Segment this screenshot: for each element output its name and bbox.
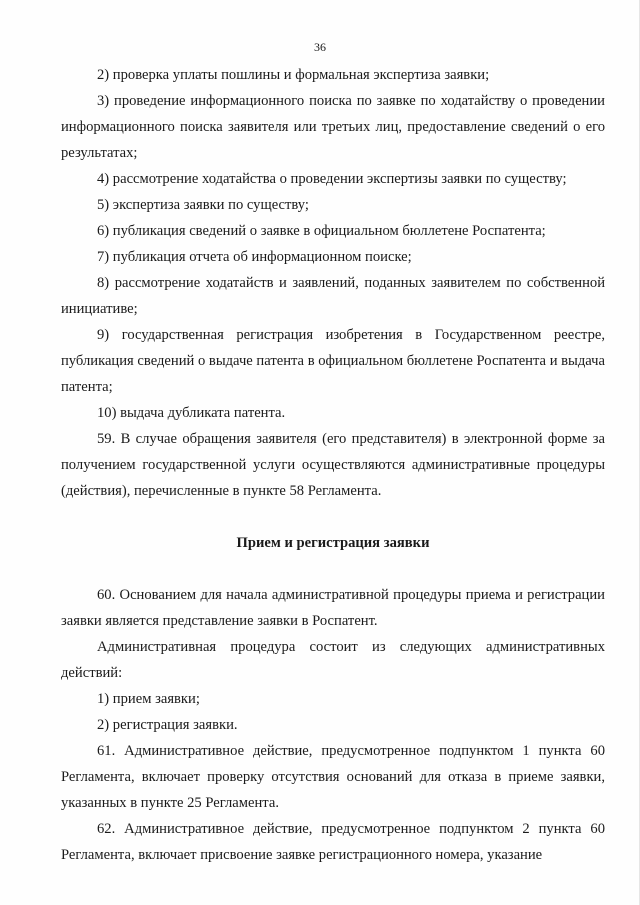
list-item: 2) проверка уплаты пошлины и формальная экспертиза заявки; bbox=[97, 67, 490, 83]
page-number: 36 bbox=[314, 40, 326, 54]
section-heading: Прием и регистрация заявки bbox=[236, 535, 430, 551]
paragraph-60: 60. Основанием для начала административной процедуры приема и регистрации заявки является представление заявки в Роспатент. bbox=[61, 587, 605, 629]
list-item: 2) регистрация заявки. bbox=[97, 717, 238, 733]
list-item: 9) государственная регистрация изобретения в Государственном реестре, публикация сведений о выдаче патента в официальном бюллетене Роспатента и выдача патента; bbox=[61, 327, 605, 395]
paragraph: Административная процедура состоит из следующих административных действий: bbox=[61, 639, 605, 681]
list-item: 4) рассмотрение ходатайства о проведении экспертизы заявки по существу; bbox=[97, 171, 567, 187]
list-item: 3) проведение информационного поиска по заявке по ходатайству о проведении информационного поиска заявителя или третьих лиц, предоставление сведений о его результатах; bbox=[61, 93, 605, 161]
list-item: 8) рассмотрение ходатайств и заявлений, поданных заявителем по собственной инициативе; bbox=[61, 275, 605, 317]
list-item: 1) прием заявки; bbox=[97, 691, 200, 707]
paragraph-59: 59. В случае обращения заявителя (его представителя) в электронной форме за получением государственной услуги осуществляются административные процедуры (действия), перечисленные в пункте 58 Регламента. bbox=[61, 431, 605, 499]
paragraph-62: 62. Административное действие, предусмотренное подпунктом 2 пункта 60 Регламента, включает присвоение заявке регистрационного номера, указание bbox=[61, 821, 605, 863]
paragraph-61: 61. Административное действие, предусмотренное подпунктом 1 пункта 60 Регламента, включает проверку отсутствия оснований для отказа в приеме заявки, указанных в пункте 25 Регламента. bbox=[61, 743, 605, 811]
list-item: 7) публикация отчета об информационном поиске; bbox=[97, 249, 412, 265]
list-item: 5) экспертиза заявки по существу; bbox=[97, 197, 309, 213]
document-body bbox=[61, 62, 605, 868]
list-item: 6) публикация сведений о заявке в официальном бюллетене Роспатента; bbox=[97, 223, 546, 239]
list-item: 10) выдача дубликата патента. bbox=[97, 405, 286, 421]
